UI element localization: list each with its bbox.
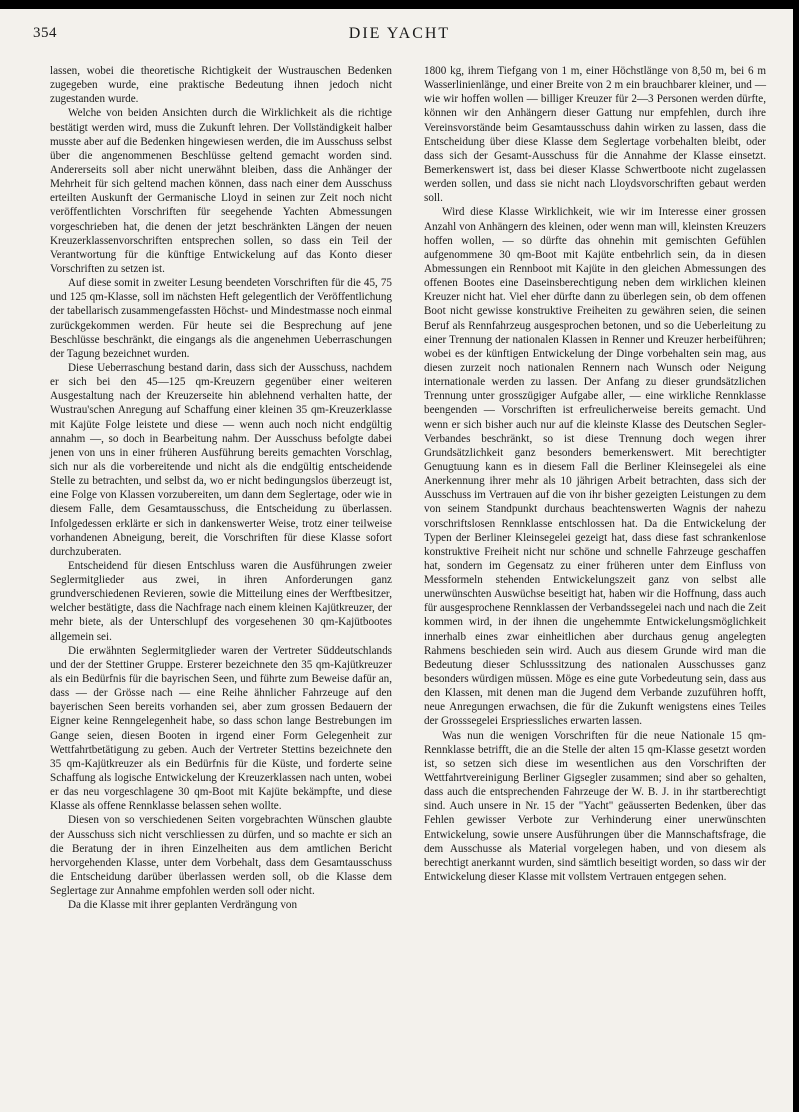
paragraph: Diese Ueberraschung bestand darin, dass sich der Ausschuss, nachdem er sich bei den 45—125 qm-Kreuzern gegenüber einer weiteren Ausgestaltung nach der Kreuzerseite hin ablehnend verhalten hatte, der Wustrau'schen Anregung auf Schaffung einer kleinen 35 qm-Kreuzerklasse mit Kajüte Folge leistete und diese — wenn auch noch nicht endgültig annahm —, so doch in Bearbeitung nahm. Der Ausschuss befolgte dabei jenen von uns in einer früheren Ausführung bereits gemachten Vorschlag, sich nur als die vorbereitende und nicht als die endgültig entscheidende Stelle zu betrachten, und selbst da, wo er nicht bedingungslos überzeugt ist, eine Folge von Klassen vorzubereiten, um dann dem Seglertage, oder wie in diesem Falle, dem Gesamtausschuss, die Entscheidung zu überlassen. Infolgedessen erklärte er sich in dankenswerter Weise, trotz einer teilweise vorhandenen Abneigung, bereit, die Vorschriften für diese Klasse sofort durchzuberaten. bbox=[50, 361, 392, 558]
right-column bbox=[424, 64, 766, 884]
paragraph: Was nun die wenigen Vorschriften für die neue Nationale 15 qm-Rennklasse betrifft, die an die Stelle der alten 15 qm-Klasse gesetzt worden ist, so setzen sich diese im wesentlichen aus den Vorschriften der Wettfahrtvereinigung Berliner Gigsegler zusammen; sind aber so gehalten, dass auch die entsprechenden Fahrzeuge der W. B. J. in ihr startberechtigt sind. Auch unsere in Nr. 15 der "Yacht" geäusserten Bedenken, über das Fehlen gewisser Verbote zur Verhinderung einer unerwünschten Entwickelung, sowie unsere Ausführungen über die Mannschaftsfrage, die dem Ausschusse als Material vorgelegen haben, und von diesem als berechtigt anerkannt wurden, sind sämtlich beseitigt worden, so dass wir der Entwickelung dieser Klasse mit vollstem Vertrauen entgegen sehen. bbox=[424, 729, 766, 884]
paragraph: Welche von beiden Ansichten durch die Wirklichkeit als die richtige bestätigt werden wird, muss die Zukunft lehren. Der Vollständigkeit halber musste aber auf die Bedenken hingewiesen werden, die im Ausschuss selbst über die angenommenen Beschlüsse geltend gemacht worden sind. Andererseits soll aber nicht unerwähnt bleiben, dass die Anhänger der Mehrheit für sich geltend machen können, dass nach einer dem Ausschuss erteilten Auskunft der Germanische Lloyd in seinen zur Zeit noch nicht veröffentlichten Vorschriften für seegehende Yachten Abmessungen vorgeschrieben hat, die denen der jetzt beschränkten Längen der neuen Kreuzerklassenvorschriften entsprechen sollen, so dass ein Teil der Verantwortung für die künftige Entwickelung auf das Konto dieser Vorschriften zu setzen ist. bbox=[50, 107, 392, 275]
paragraph: Diesen von so verschiedenen Seiten vorgebrachten Wünschen glaubte der Ausschuss sich nicht verschliessen zu dürfen, und so machte er sich an die Beratung der in ihren Einzelheiten aus dem amtlichen Bericht hervorgehenden Klasse, unter dem Vorbehalt, dass dem Gesamtausschuss die Entscheidung darüber überlassen werden soll, ob die Klasse dem Seglertage zur Annahme empfohlen werden soll oder nicht. bbox=[50, 814, 392, 898]
scan-edge-top bbox=[0, 0, 799, 9]
journal-title: DIE YACHT bbox=[348, 25, 451, 42]
left-column bbox=[50, 64, 392, 912]
paragraph: Wird diese Klasse Wirklichkeit, wie wir im Interesse einer grossen Anzahl von Anhängern des kleinen, oder wenn man will, kleinsten Kreuzers hoffen wollen, — so dürfte das ohnehin mit gemischten Gefühlen aufgenommene 30 qm-Boot mit Kajüte entbehrlich sein, da in diesen Abmessungen ein Rennboot mit Kajüte in den gleichen Abmessungen des offenen Bootes eine Daseinsberechtigung neben dem wirklichen kleinen Kreuzer nicht hat. Viel eher dürfte dann zu überlegen sein, ob dem offenen Boot nicht gewisse konstruktive Freiheiten zu gewähren seien, die seinen Beruf als Rennfahrzeug ausgesprochen betonen, und so die Ueberleitung zu einer Trennung der nationalen Klassen in Renner und Kreuzer herbeiführen; wobei es der künftigen Entwickelung der Dinge vorbehalten sein mag, aus diesen zurzeit noch nationalen Rennern nach Wunsch oder Neigung internationale werden zu lassen. Der Anfang zu dieser grundsätzlichen Trennung unter grosszügiger Aufgabe aller, — eine wirkliche Rennklasse beengenden — Vorschriften ist erfreulicherweise bereits gemacht. Und wenn er sich bisher auch nur auf die kleinste Klasse des Deutschen Segler-Verbandes beschränkt, so ist diese Trennung doch wegen ihrer Grundsätzlichkeit ganz besonders bemerkenswert. Mit berechtigter Genugtuung kann es in diesem Fall die Berliner Kleinsegelei als eine Anerkennung ihrer mehr als 10 jährigen Arbeit betrachten, dass sich der Ausschuss im Vertrauen auf die von ihr bisher gezeigten Leistungen zu dem von seinem Standpunkt durchaus beachtenswerten Wagnis der nahezu vorschriftslosen Rennklasse entschlossen hat. Da die Entwickelung der Typen der Berliner Kleinsegelei gezeigt hat, dass diese fast schrankenlose konstruktive Freiheit nicht nur schöne und schnelle Fahrzeuge geschaffen hat, sondern im Gegensatz zu einer früheren unter dem Einfluss von Messformeln stehenden Entwickelungszeit ganz von selbst alle unerwünschten Auswüchse beseitigt hat, haben wir die Hoffnung, dass auch für ausgesprochene Rennklassen der Verbandssegelei nach und nach die Zeit kommen wird, in der ihnen die ungehemmte Entwickelungsmöglichkeit innerhalb eines zwar einheitlichen aber durchaus genug angelegten Rahmens beschieden sein wird. Auch aus diesem Grunde wird man die Bedeutung dieser Schlusssitzung des nationalen Ausschusses ganz besonders würdigen müssen. Möge es eine gute Vorbedeutung sein, dass aus den Klassen, mit denen man die Jugend dem Verbande zuzuführen hofft, neue Anregungen erwachsen, die für die Zukunft wenigstens eines Teiles der Grosssegelei Erspriessliches erwarten lassen. bbox=[424, 206, 766, 728]
paragraph: Auf diese somit in zweiter Lesung beendeten Vorschriften für die 45, 75 und 125 qm-Klasse, soll im nächsten Heft gelegentlich der Veröffentlichung der tabellarisch zusammengefassten Höchst- und Mindestmasse noch einmal zurückgekommen werden. Für heute sei die Besprechung auf jene Beschlüsse beschränkt, die eingangs als die angenehmen Ueberraschungen der Tagung bezeichnet wurden. bbox=[50, 277, 392, 360]
scan-edge-right bbox=[793, 0, 799, 1112]
paragraph: lassen, wobei die theoretische Richtigkeit der Wustrauschen Bedenken zugegeben wurde, eine praktische Bedeutung ihnen jedoch nicht zugestanden wurde. bbox=[50, 65, 392, 106]
paragraph: Da die Klasse mit ihrer geplanten Verdrängung von bbox=[68, 899, 298, 912]
paragraph: Entscheidend für diesen Entschluss waren die Ausführungen zweier Seglermitglieder aus zwei, in ihren Anforderungen ganz grundverschiedenen Revieren, sowie die Mitteilung eines der Werftbesitzer, welcher bestätigte, dass die Nachfrage nach einem kleinen Kajütkreuzer, der mehr biete, als der Unterschlupf des vorgesehenen 30 qm-Kajütbootes allgemein sei. bbox=[50, 559, 392, 643]
paragraph: Die erwähnten Seglermitglieder waren der Vertreter Süddeutschlands und der der Stettiner Gruppe. Ersterer bezeichnete den 35 qm-Kajütkreuzer als ein Bedürfnis für die bayrischen Seen, und führte zum Beweise dafür an, dass — der Grösse nach — eine Reihe ähnlicher Fahrzeuge auf den bayerischen Seen bereits vorhanden sei, aber zum grossen Bedauern der Eigner keine Renngelegenheit habe, so dass schon lange Bestrebungen im Gange seien, diesen Booten in irgend einer Form Gelegenheit zur Wettfahrtbetätigung zu geben. Auch der Vertreter Stettins bezeichnete den 35 qm-Kajütkreuzer als ein Bedürfnis für die Küste, und forderte seine Schaffung als logische Entwickelung der Kreuzerklassen nach unten, wobei er das neu vorgeschlagene 30 qm-Boot mit Kajüte bekämpfte, und diese Klasse als offene Rennklasse belassen sehen wollte. bbox=[50, 644, 392, 813]
paragraph: 1800 kg, ihrem Tiefgang von 1 m, einer Höchstlänge von 8,50 m, bei 6 m Wasserlinienlänge, und einer Breite von 2 m ein brauchbarer kleiner, und — wie wir hoffen wollen — billiger Kreuzer für 2—3 Personen werden dürfte, können wir den Anhängern dieser Gattung nur empfehlen, durch ihre Vereinsvorstände beim Gesamtausschuss dahin wirken zu lassen, dass die Entscheidung über diese Klasse dem Seglertage vorbehalten bleibt, oder dass sich der Gesamt-Ausschuss für die Annahme der Klasse einsetzt. Bemerkenswert ist, dass bei dieser Klasse Schwertboote nicht zugelassen werden sollen, und dass sie nicht nach Lloydsvorschriften gebaut werden soll. bbox=[424, 65, 766, 205]
page-number: 354 bbox=[33, 25, 57, 41]
